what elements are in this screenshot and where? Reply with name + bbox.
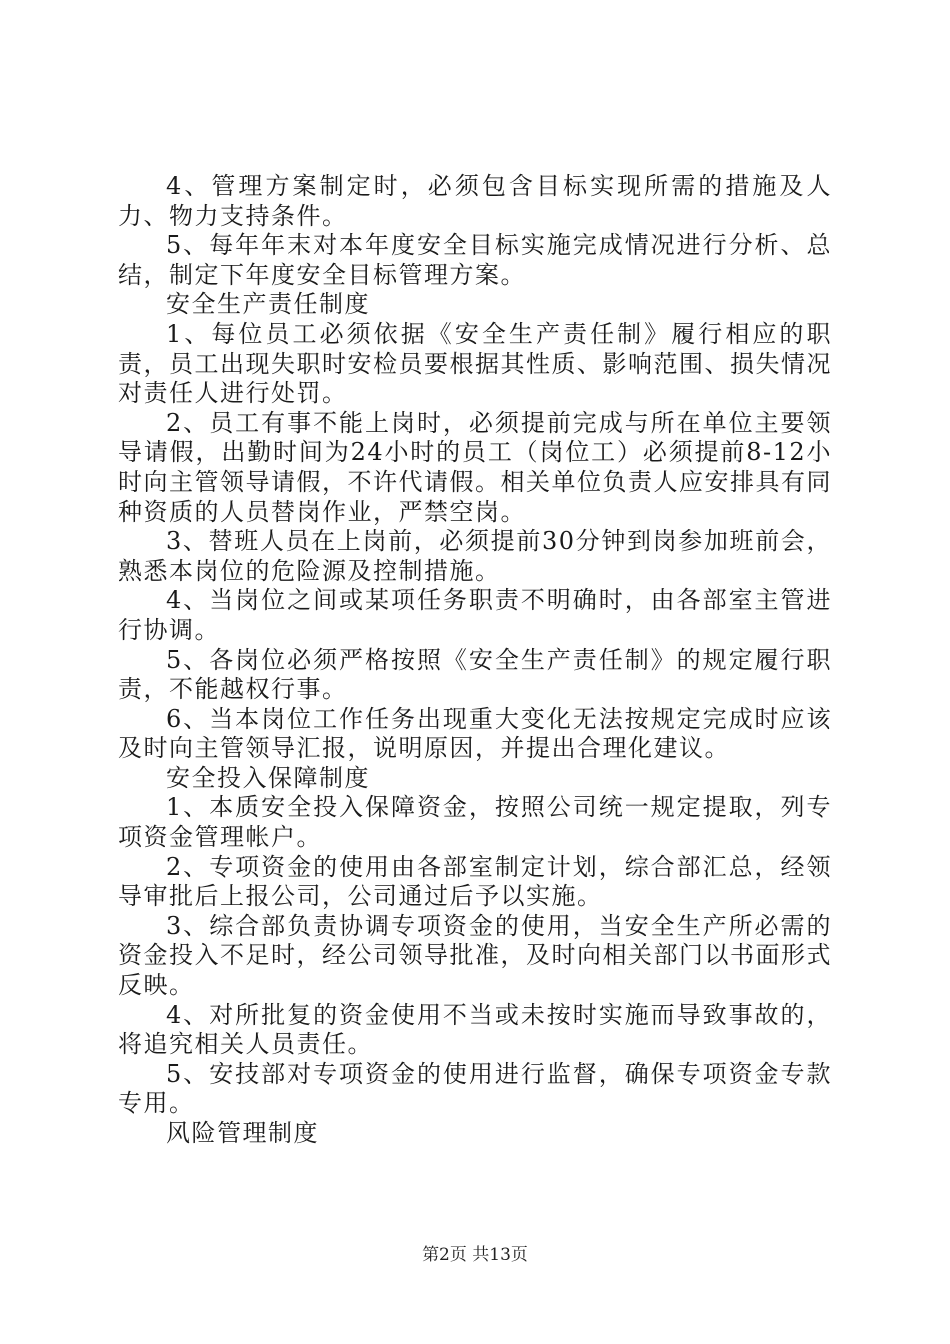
paragraph: 2、员工有事不能上岗时，必须提前完成与所在单位主要领导请假，出勤时间为24小时的员工（岗位工）必须提前8-12小时向主管领导请假，不许代请假。相关单位负责人应安排具有同种资质的人员替岗作业，严禁空岗。 — [118, 408, 832, 526]
section-heading: 安全生产责任制度 — [166, 290, 370, 319]
paragraph: 1、每位员工必须依据《安全生产责任制》履行相应的职责，员工出现失职时安检员要根据其性质、影响范围、损失情况对责任人进行处罚。 — [118, 319, 832, 408]
paragraph: 5、每年年末对本年度安全目标实施完成情况进行分析、总结，制定下年度安全目标管理方案。 — [118, 231, 832, 289]
section-heading: 安全投入保障制度 — [166, 763, 370, 792]
paragraph: 3、综合部负责协调专项资金的使用，当安全生产所必需的资金投入不足时，经公司领导批准，及时向相关部门以书面形式反映。 — [118, 911, 832, 1000]
paragraph: 6、当本岗位工作任务出现重大变化无法按规定完成时应该及时向主管领导汇报，说明原因，并提出合理化建议。 — [118, 704, 832, 763]
page-number: 第2页 共13页 — [422, 1245, 528, 1265]
paragraph: 3、替班人员在上岗前，必须提前30分钟到岗参加班前会，熟悉本岗位的危险源及控制措施。 — [118, 527, 832, 585]
paragraph: 5、安技部对专项资金的使用进行监督，确保专项资金专款专用。 — [118, 1059, 832, 1118]
document-body — [118, 172, 832, 1149]
paragraph: 1、本质安全投入保障资金，按照公司统一规定提取，列专项资金管理帐户。 — [118, 793, 832, 852]
paragraph: 5、各岗位必须严格按照《安全生产责任制》的规定履行职责，不能越权行事。 — [118, 645, 832, 704]
paragraph: 4、当岗位之间或某项任务职责不明确时，由各部室主管进行协调。 — [118, 586, 832, 644]
section-heading: 风险管理制度 — [166, 1119, 319, 1147]
page-footer — [0, 1240, 950, 1265]
paragraph: 2、专项资金的使用由各部室制定计划，综合部汇总，经领导审批后上报公司，公司通过后予以实施。 — [118, 852, 832, 911]
paragraph: 4、管理方案制定时，必须包含目标实现所需的措施及人力、物力支持条件。 — [118, 172, 832, 230]
paragraph: 4、对所批复的资金使用不当或未按时实施而导致事故的，将追究相关人员责任。 — [118, 1000, 832, 1059]
